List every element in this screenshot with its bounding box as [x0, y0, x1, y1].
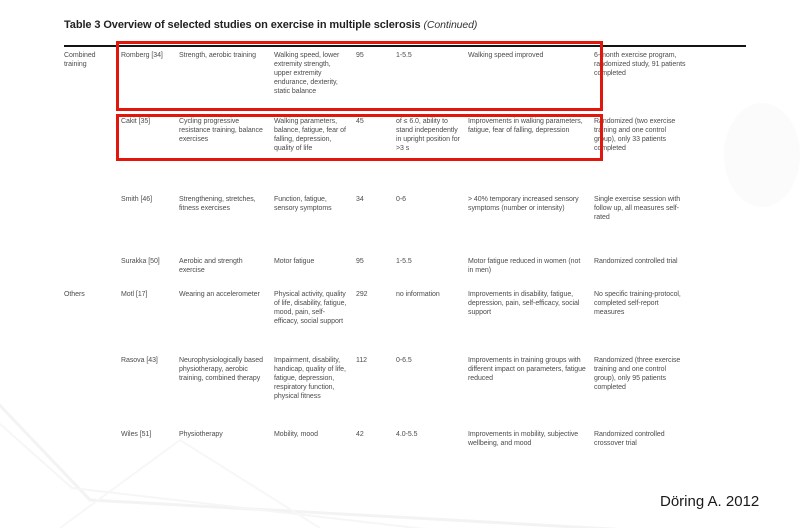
cell-outcomes: Mobility, mood: [274, 431, 318, 438]
cell-results: Improvements in mobility, subjective wellbeing, and mood: [468, 431, 579, 447]
cell-category: [64, 355, 121, 429]
cell-study: Motl [17]: [121, 291, 148, 298]
cell-intervention: Wearing an accelerometer: [179, 291, 260, 298]
cell-sample-size: 112: [356, 357, 368, 364]
cell-outcomes: Walking speed, lower extremity strength, upper extremity endurance, dexterity, static balance: [274, 52, 340, 95]
cell-results: Walking speed improved: [468, 52, 544, 59]
cell-remarks: No specific training-protocol, completed self-report measures: [594, 291, 681, 316]
cell-outcomes: Impairment, disability, handicap, quality of life, fatigue, depression, respiratory function, physical fitness: [274, 357, 346, 400]
cell-intervention: Physiotherapy: [179, 431, 223, 438]
cell-results: Improvements in disability, fatigue, depression, pain, self-efficacy, social support: [468, 291, 580, 316]
cell-intervention: Strength, aerobic training: [179, 52, 256, 59]
cell-remarks: Randomized (two exercise training and one control group), only 33 patients completed: [594, 118, 676, 152]
cell-category: Others: [64, 291, 85, 298]
table-row: [64, 355, 745, 429]
cell-intervention: Cycling progressive resistance training, balance exercises: [179, 118, 263, 143]
cell-sample-size: 292: [356, 291, 368, 298]
cell-outcomes: Physical activity, quality of life, disability, fatigue, mood, pain, self-efficacy, social support: [274, 291, 347, 325]
cell-sample-size: 95: [356, 52, 364, 59]
table-row: [64, 429, 745, 469]
cell-edss: no information: [396, 291, 440, 298]
cell-remarks: Single exercise session with follow up, all measures self-rated: [594, 196, 681, 221]
cell-study: Romberg [34]: [121, 52, 163, 59]
table-title-text: Table 3 Overview of selected studies on exercise in multiple sclerosis: [64, 19, 421, 31]
studies-table: [64, 50, 745, 469]
cell-study: Rasova [43]: [121, 357, 158, 364]
cell-category: [64, 256, 121, 289]
cell-edss: 0-6: [396, 196, 406, 203]
cell-sample-size: 34: [356, 196, 364, 203]
cell-edss: 4.0-5.5: [396, 431, 418, 438]
table-title: [64, 19, 764, 31]
cell-results: Improvements in walking parameters, fatigue, fear of falling, depression: [468, 118, 583, 134]
cell-edss: 1-5.5: [396, 258, 412, 265]
cell-outcomes: Walking parameters, balance, fatigue, fear of falling, depression, quality of life: [274, 118, 346, 152]
cell-intervention: Strengthening, stretches, fitness exercises: [179, 196, 256, 212]
cell-remarks: Randomized (three exercise training and one control group), only 95 patients completed: [594, 357, 681, 391]
table-row: [64, 256, 745, 289]
studies-table-container: [64, 45, 746, 469]
cell-category: [64, 116, 121, 194]
cell-sample-size: 42: [356, 431, 364, 438]
cell-category: [64, 429, 121, 469]
cell-study: Smith [46]: [121, 196, 153, 203]
cell-remarks: Randomized controlled trial: [594, 258, 678, 265]
cell-study: Cakit [35]: [121, 118, 151, 125]
table-row: [64, 50, 745, 116]
table-row: [64, 289, 745, 355]
cell-sample-size: 95: [356, 258, 364, 265]
attribution: Döring A. 2012: [660, 493, 760, 510]
cell-results: Improvements in training groups with different impact on parameters, fatigue reduced: [468, 357, 586, 382]
cell-intervention: Neurophysiologically based physiotherapy, aerobic training, combined therapy: [179, 357, 263, 382]
cell-remarks: 6-month exercise program, randomized study, 91 patients completed: [594, 52, 686, 77]
cell-sample-size: 45: [356, 118, 364, 125]
cell-outcomes: Motor fatigue: [274, 258, 315, 265]
cell-results: > 40% temporary increased sensory symptoms (number or intensity): [468, 196, 579, 212]
cell-intervention: Aerobic and strength exercise: [179, 258, 243, 274]
table-title-continued: (Continued): [423, 19, 478, 31]
table-row: [64, 194, 745, 256]
cell-outcomes: Function, fatigue, sensory symptoms: [274, 196, 332, 212]
cell-remarks: Randomized controlled crossover trial: [594, 431, 665, 447]
cell-results: Motor fatigue reduced in women (not in men): [468, 258, 581, 274]
cell-edss: 0-6.5: [396, 357, 412, 364]
cell-study: Wiles [51]: [121, 431, 152, 438]
cell-edss: 1-5.5: [396, 52, 412, 59]
cell-category: Combined training: [64, 52, 96, 68]
cell-edss: of ≤ 6.0, ability to stand independently in upright position for >3 s: [396, 118, 460, 152]
cell-category: [64, 194, 121, 256]
table-row: [64, 116, 745, 194]
cell-study: Surakka [50]: [121, 258, 160, 265]
